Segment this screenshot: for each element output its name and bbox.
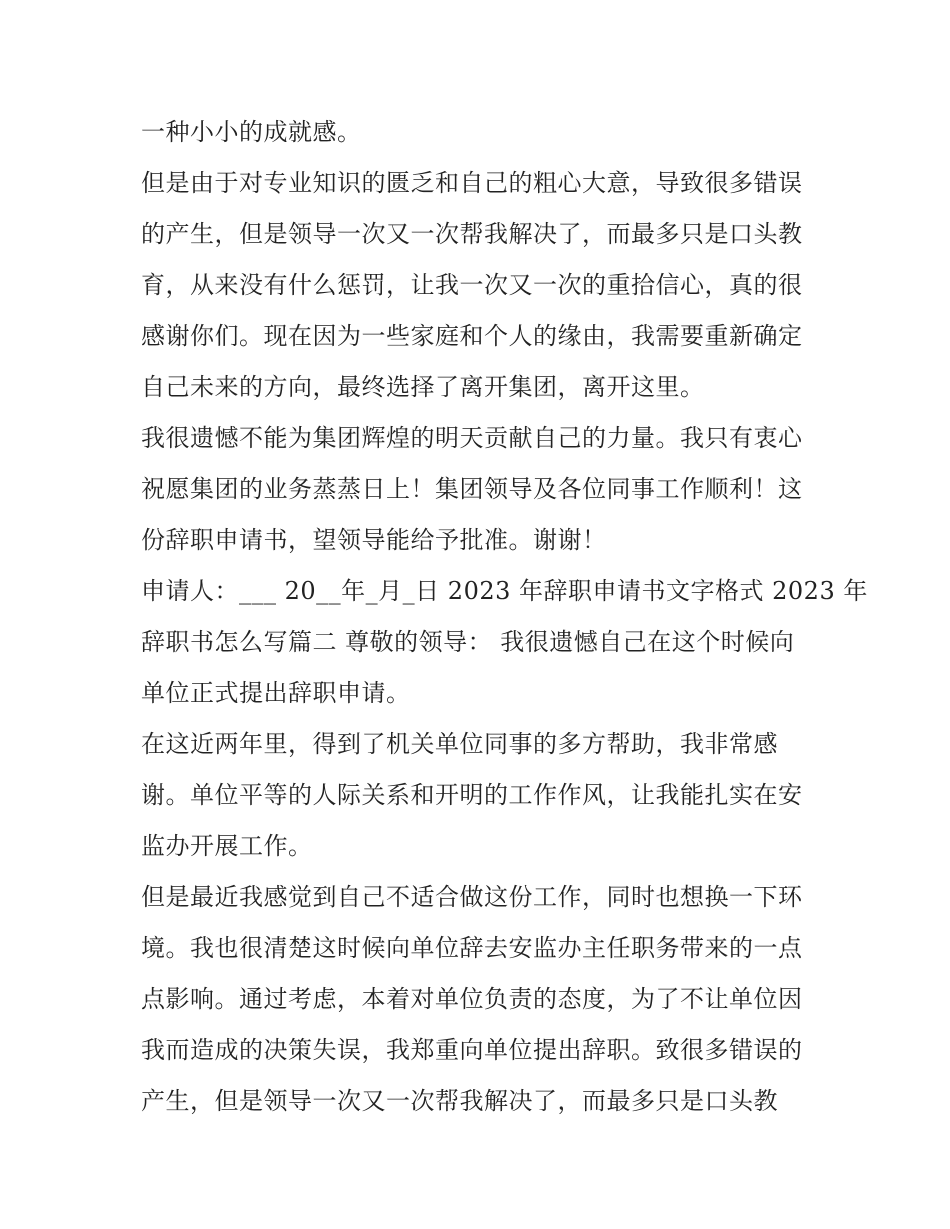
text-line: 我很遗憾不能为集团辉煌的明天贡献自己的力量。我只有衷心 (141, 424, 803, 452)
document-body (141, 107, 868, 1127)
text-line: 点影响。通过考虑，本着对单位负责的态度，为了不让单位因 (141, 985, 803, 1013)
text-line: 在这近两年里，得到了机关单位同事的多方帮助，我非常感 (141, 730, 778, 758)
text-line: 辞职书怎么写篇二 尊敬的领导： 我很遗憾自己在这个时候向 (141, 628, 795, 656)
text-line: 份辞职申请书，望领导能给予批准。谢谢！ (141, 526, 607, 554)
text-line: 但是由于对专业知识的匮乏和自己的粗心大意，导致很多错误 (141, 169, 803, 197)
text-line: 单位正式提出辞职申请。 (141, 679, 411, 707)
text-line: 但是最近我感觉到自己不适合做这份工作，同时也想换一下环 (141, 883, 803, 911)
text-line: 我而造成的决策失误，我郑重向单位提出辞职。致很多错误的 (141, 1036, 803, 1064)
text-line: 一种小小的成就感。 (141, 118, 362, 146)
text-line: 育，从来没有什么惩罚，让我一次又一次的重拾信心，真的很 (141, 271, 803, 299)
text-line: 境。我也很清楚这时候向单位辞去安监办主任职务带来的一点 (141, 934, 803, 962)
text-line: 自己未来的方向，最终选择了离开集团，离开这里。 (141, 373, 705, 401)
text-line: 谢。单位平等的人际关系和开明的工作作风，让我能扎实在安 (141, 781, 803, 809)
text-line: 祝愿集团的业务蒸蒸日上！集团领导及各位同事工作顺利！这 (141, 475, 803, 503)
text-line: 感谢你们。现在因为一些家庭和个人的缘由，我需要重新确定 (141, 322, 803, 350)
text-line: 的产生，但是领导一次又一次帮我解决了，而最多只是口头教 (141, 220, 803, 248)
text-line: 监办开展工作。 (141, 832, 313, 860)
text-line: 产生，但是领导一次又一次帮我解决了，而最多只是口头教 (141, 1087, 778, 1115)
text-line: 申请人：___ 20__年_月_日 2023 年辞职申请书文字格式 2023 年 (141, 577, 868, 605)
